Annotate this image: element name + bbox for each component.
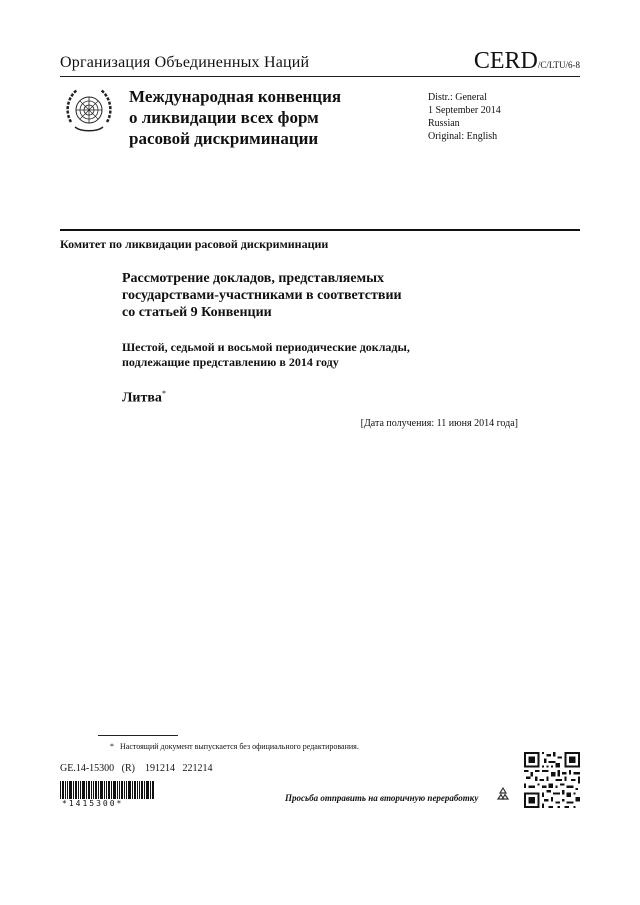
footnote-rule bbox=[98, 735, 178, 736]
section-rule bbox=[60, 229, 580, 231]
barcode-text: *1415300* bbox=[62, 799, 124, 808]
distribution-line: Original: English bbox=[428, 131, 498, 142]
recycle-note: Просьба отправить на вторичную переработку bbox=[285, 793, 479, 803]
document-symbol-sub: /C/LTU/6-8 bbox=[537, 60, 580, 70]
un-emblem-icon bbox=[63, 84, 115, 136]
country-name: Литва bbox=[122, 390, 162, 406]
convention-title-line: расовой дискриминации bbox=[129, 129, 319, 148]
footnote-text: Настоящий документ выпускается без официального редактирования. bbox=[120, 742, 359, 751]
convention-title-line: о ликвидации всех форм bbox=[129, 108, 319, 127]
document-symbol-main: CERD bbox=[473, 48, 538, 74]
barcode-icon bbox=[60, 781, 154, 799]
document-subheading bbox=[122, 340, 410, 370]
footnote-reference[interactable]: * bbox=[161, 389, 166, 398]
distribution-line: 1 September 2014 bbox=[428, 105, 501, 116]
distribution-line: Distr.: General bbox=[428, 92, 487, 103]
organization-name: Организация Объединенных Наций bbox=[60, 54, 310, 71]
footnote bbox=[110, 742, 359, 751]
country-title bbox=[122, 389, 166, 407]
convention-title-line: Международная конвенция bbox=[129, 87, 342, 106]
recycle-icon bbox=[495, 786, 511, 802]
footnote-mark: * bbox=[110, 742, 114, 751]
distribution-block bbox=[428, 91, 501, 143]
document-symbol bbox=[474, 48, 580, 75]
distribution-line: Russian bbox=[428, 118, 460, 129]
document-heading bbox=[122, 270, 402, 321]
heading-line: государствами-участниками в соответствии bbox=[122, 288, 402, 303]
document-number: GE.14-15300 (R) 191214 221214 bbox=[60, 763, 213, 774]
subheading-line: Шестой, седьмой и восьмой периодические доклады, bbox=[122, 340, 410, 354]
committee-name: Комитет по ликвидации расовой дискриминации bbox=[60, 237, 329, 251]
received-date: [Дата получения: 11 июня 2014 года] bbox=[360, 418, 518, 429]
subheading-line: подлежащие представлению в 2014 году bbox=[122, 355, 339, 369]
qr-code-icon[interactable] bbox=[524, 752, 580, 808]
heading-line: Рассмотрение докладов, представляемых bbox=[122, 271, 385, 286]
convention-title bbox=[129, 86, 341, 149]
heading-line: со статьей 9 Конвенции bbox=[122, 305, 272, 320]
header-rule bbox=[60, 76, 580, 77]
